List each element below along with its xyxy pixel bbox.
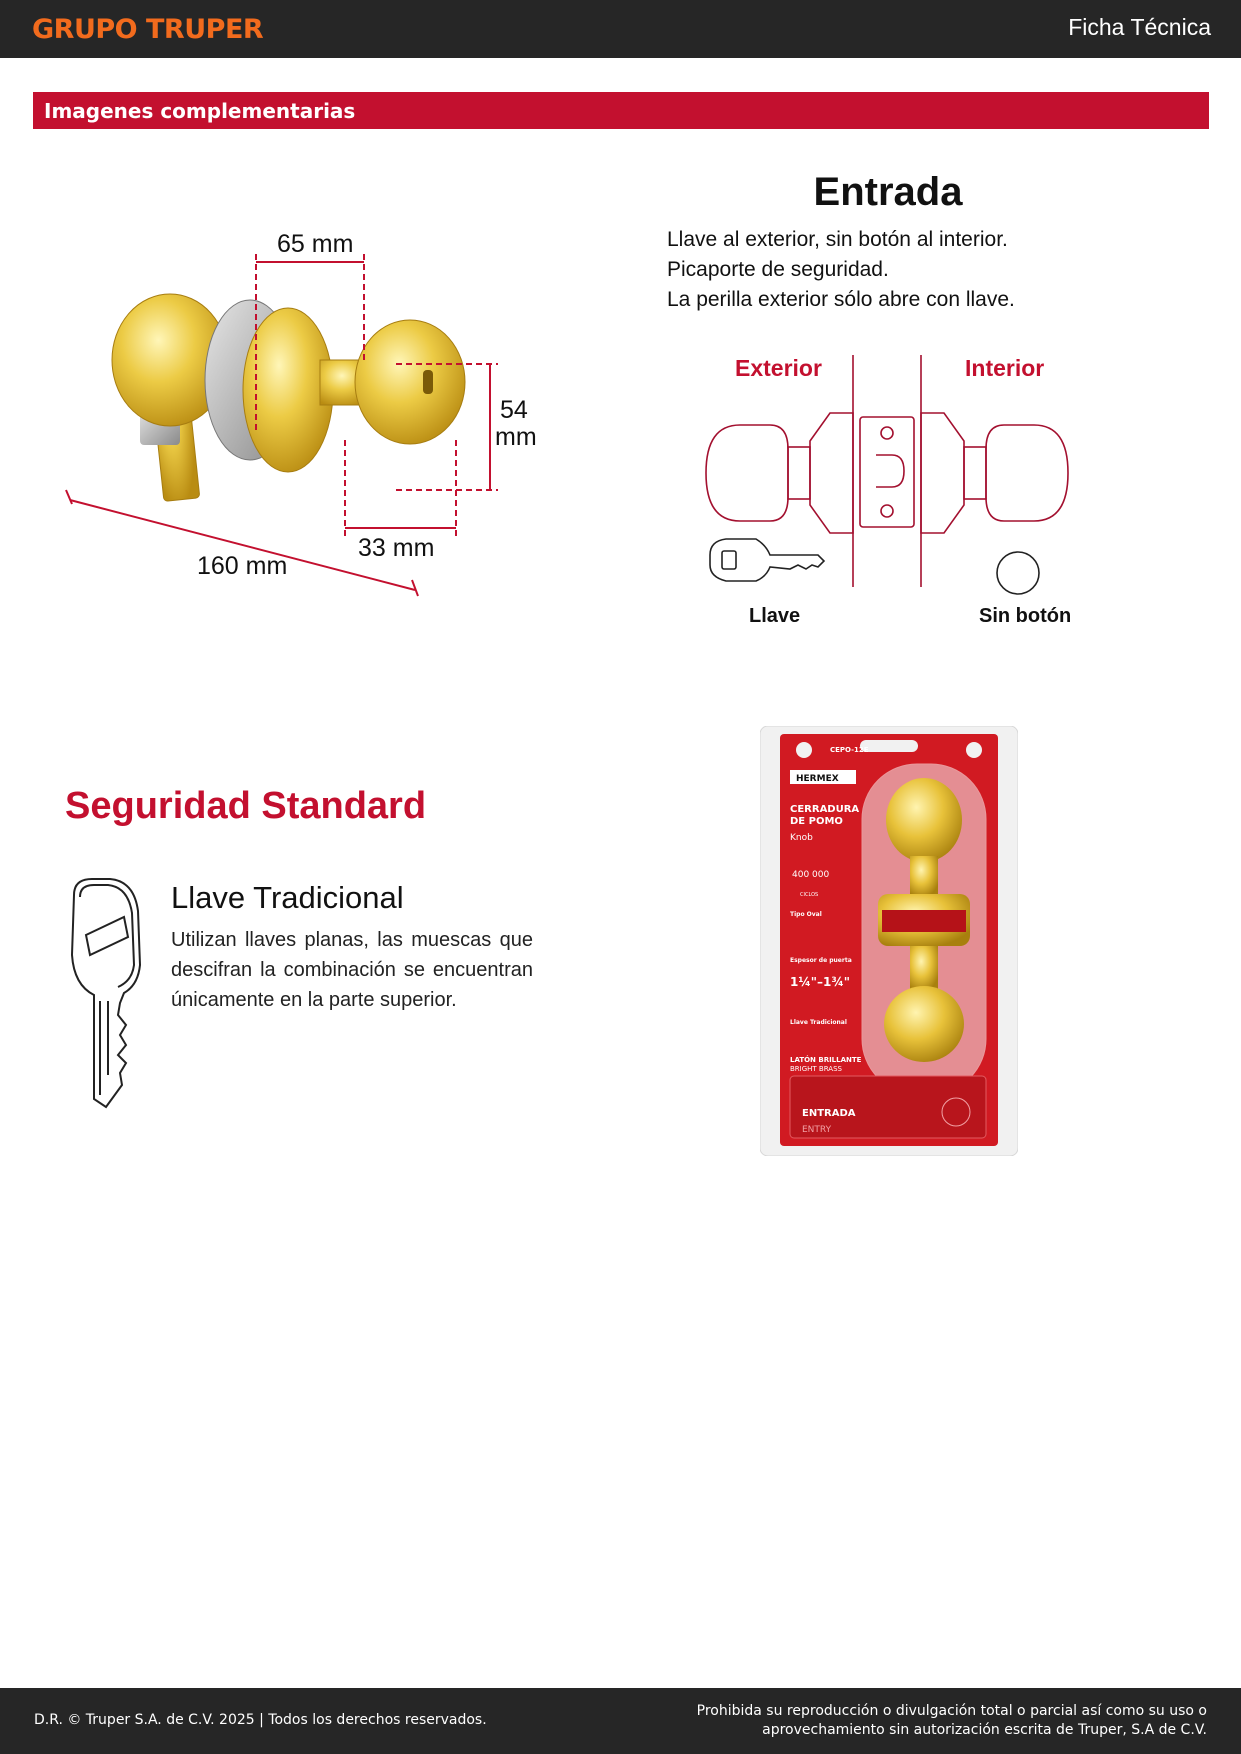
package-function-es: ENTRADA (802, 1108, 856, 1119)
key-type-title: Llave Tradicional (171, 880, 404, 915)
key-caption: Llave (749, 605, 801, 627)
package-model: CEPO-12E (830, 746, 869, 754)
package-cycles: 400 000 (792, 870, 830, 880)
notice-line: Prohibida su reproducción o divulgación total o parcial así como su uso o (696, 1703, 1207, 1719)
button-caption: Sin botón (979, 605, 1072, 627)
reproduction-notice (607, 1702, 1207, 1740)
package-type: Tipo Oval (790, 911, 822, 918)
lock-dimension-illustration (60, 240, 560, 610)
page-footer (0, 1688, 1241, 1754)
dimension-height: 54 (500, 396, 528, 424)
dimension-height-unit: mm (495, 423, 537, 451)
outer-knob (355, 320, 465, 444)
brand-logo: GRUPO TRUPER (32, 14, 264, 45)
interior-label: Interior (965, 355, 1045, 381)
dimension-knob-depth: 33 mm (358, 534, 435, 562)
function-description (667, 225, 1015, 315)
package-key-label: Llave Tradicional (790, 1019, 847, 1026)
product-package-image (760, 726, 1018, 1156)
page-header (0, 0, 1241, 58)
package-product-line2: DE POMO (790, 816, 843, 827)
package-product-line1: CERRADURA (790, 804, 860, 815)
function-line: Llave al exterior, sin botón al interior. (667, 228, 1008, 251)
function-line: La perilla exterior sólo abre con llave. (667, 288, 1015, 311)
package-cycles-label: CICLOS (800, 892, 819, 898)
function-line: Picaporte de seguridad. (667, 258, 889, 281)
notice-line: aprovechamiento sin autorización escrita de Truper, S.A de C.V. (762, 1722, 1207, 1738)
key-icon (710, 539, 824, 581)
keyhole-icon (423, 370, 433, 394)
package-function-en: ENTRY (802, 1125, 832, 1135)
traditional-key-icon (64, 875, 154, 1110)
package-product-en: Knob (790, 833, 813, 843)
package-finish-en: BRIGHT BRASS (790, 1065, 842, 1073)
function-schematic (700, 355, 1080, 595)
package-door-label: Espesor de puerta (790, 957, 852, 964)
dimension-width: 65 mm (277, 230, 354, 258)
copyright-text: D.R. © Truper S.A. de C.V. 2025 | Todos los derechos reservados. (34, 1712, 487, 1728)
document-type: Ficha Técnica (1068, 14, 1211, 40)
package-finish: LATÓN BRILLANTE (790, 1056, 862, 1064)
security-title: Seguridad Standard (65, 785, 427, 827)
dimension-total-length: 160 mm (197, 552, 288, 580)
exterior-label: Exterior (735, 355, 822, 381)
package-door-range: 1¼"–1¾" (790, 975, 851, 989)
package-brand: HERMEX (796, 774, 839, 784)
section-band (33, 92, 1209, 129)
key-type-description: Utilizan llaves planas, las muescas que descifran la combinación se encuentran únicamente en la parte superior. (171, 929, 533, 1011)
function-title: Entrada (813, 170, 963, 214)
section-title: Imagenes complementarias (44, 99, 356, 123)
